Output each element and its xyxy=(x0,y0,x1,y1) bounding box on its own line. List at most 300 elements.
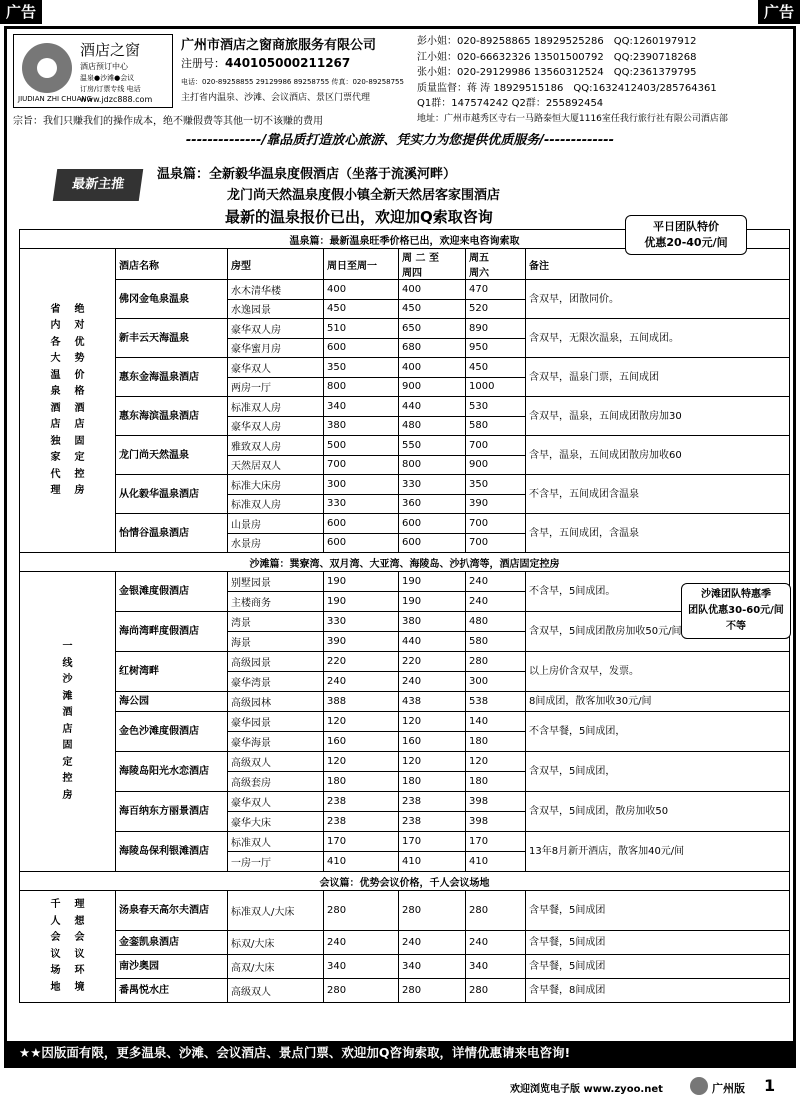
price-fri-sat: 120 xyxy=(466,752,526,772)
hotel-name: 汤泉春天高尔夫酒店 xyxy=(116,891,228,931)
side-label-char: 店 xyxy=(62,723,73,735)
contact-name: 彭小姐： xyxy=(417,36,457,47)
price-sun-thu: 390 xyxy=(324,632,399,652)
contact-name: 张小姐： xyxy=(417,67,457,78)
price-fri-sat: 180 xyxy=(466,732,526,752)
contact-phone: 020-29129986 13560312524 xyxy=(457,67,604,78)
price-fri-sat: 140 xyxy=(466,712,526,732)
room-type: 高级双人 xyxy=(228,752,324,772)
footer-notice: ★★因版面有限，更多温泉、沙滩、会议酒店、景点门票、欢迎加Q咨询索取，详情优惠请来电咨询! xyxy=(7,1041,793,1065)
price-fri-sat: 398 xyxy=(466,812,526,832)
room-type: 豪华双人 xyxy=(228,792,324,812)
table-row xyxy=(20,979,790,1003)
price-fri-sat: 1000 xyxy=(466,377,526,397)
price-sun-thu: 380 xyxy=(324,416,399,436)
motto: 宗旨：我们只赚我们的操作成本，绝不赚假费等其他一切不该赚的费用 xyxy=(13,116,323,127)
price-tue-thu: 180 xyxy=(399,772,466,792)
price-tue-thu: 190 xyxy=(399,572,466,592)
remark: 不含早餐，5间成团， xyxy=(526,712,790,752)
side-label-column xyxy=(51,302,61,500)
side-label xyxy=(20,249,116,553)
price-tue-thu: 360 xyxy=(399,494,466,514)
logo-website: www.jdzc888.com xyxy=(80,95,153,104)
room-type: 水景房 xyxy=(228,533,324,553)
table-row xyxy=(20,475,790,495)
price-sun-thu: 180 xyxy=(324,772,399,792)
hotel-name: 海百纳东方丽景酒店 xyxy=(116,792,228,832)
remark: 含早餐，8间成团 xyxy=(526,979,790,1003)
remark: 含双早，团散同价。 xyxy=(526,280,790,319)
side-label-char: 固 xyxy=(74,435,85,447)
contact-phone: 020-66632326 13501500792 xyxy=(457,51,604,63)
hotel-name: 新丰云天海温泉 xyxy=(116,319,228,358)
side-label-char: 代 xyxy=(50,468,61,480)
side-label-char: 境 xyxy=(74,981,85,993)
logo-brand: 酒店之窗 xyxy=(80,41,141,59)
side-label-column xyxy=(75,897,85,996)
price-fri-sat: 480 xyxy=(466,612,526,632)
slogan: --------------/靠品质打造放心旅游、凭实力为您提供优质服务/------------- xyxy=(185,133,615,148)
side-label-char: 固 xyxy=(62,740,73,751)
price-tue-thu: 280 xyxy=(399,891,466,931)
side-label-char: 千 xyxy=(50,899,61,910)
side-label-char: 酒 xyxy=(50,402,61,414)
room-type: 豪华双人房 xyxy=(228,416,324,436)
company-info xyxy=(181,34,413,108)
price-tue-thu: 160 xyxy=(399,732,466,752)
side-label-char: 独 xyxy=(50,435,61,447)
side-label-columns xyxy=(23,302,112,500)
page-footer xyxy=(0,1074,800,1098)
price-fri-sat: 450 xyxy=(466,358,526,378)
price-sun-thu: 450 xyxy=(324,299,399,319)
price-sun-thu: 300 xyxy=(324,475,399,495)
price-fri-sat: 300 xyxy=(466,672,526,692)
price-fri-sat: 180 xyxy=(466,772,526,792)
col-fri-sat xyxy=(466,249,526,280)
hotel-name: 金银滩度假酒店 xyxy=(116,572,228,612)
price-sun-thu: 340 xyxy=(324,955,399,979)
side-label-char: 温 xyxy=(50,369,61,381)
logo-caption: JIUDIAN ZHI CHUANG xyxy=(18,95,93,103)
room-type: 高级双人 xyxy=(228,979,324,1003)
qq-groups: Q1群：147574242 Q2群：255892454 xyxy=(417,98,604,109)
side-label-char: 房 xyxy=(74,485,85,496)
contact-row xyxy=(417,50,789,66)
price-tue-thu: 238 xyxy=(399,792,466,812)
hotel-name: 南沙奥园 xyxy=(116,955,228,979)
room-type: 高级园景 xyxy=(228,652,324,672)
side-label-char: 议 xyxy=(50,948,61,960)
table-row xyxy=(20,436,790,456)
hotel-name: 海尚湾畔度假酒店 xyxy=(116,612,228,652)
table-row xyxy=(20,692,790,712)
side-label-char: 绝 xyxy=(74,303,85,315)
beach-group-callout xyxy=(681,583,791,639)
side-label-char: 线 xyxy=(62,657,73,669)
price-fri-sat: 538 xyxy=(466,692,526,712)
room-type: 豪华海景 xyxy=(228,732,324,752)
table-row xyxy=(20,280,790,300)
price-sun-thu: 500 xyxy=(324,436,399,456)
table-row xyxy=(20,712,790,732)
hotel-name: 海公园 xyxy=(116,692,228,712)
logo-line2: 温泉●沙滩●会议 xyxy=(80,74,135,82)
table-row xyxy=(20,792,790,812)
side-label-char: 店 xyxy=(74,419,85,430)
callout-line: 沙滩团队特惠季 xyxy=(701,589,771,600)
header-line: 周 二 至 xyxy=(402,253,439,264)
price-tue-thu: 600 xyxy=(399,533,466,553)
price-sun-thu: 330 xyxy=(324,494,399,514)
table-row xyxy=(20,752,790,772)
price-tue-thu: 120 xyxy=(399,752,466,772)
side-label-char: 地 xyxy=(50,981,61,993)
price-sun-thu: 190 xyxy=(324,592,399,612)
table-row xyxy=(20,514,790,534)
col-sun-thu: 周日至周一 xyxy=(324,249,399,280)
price-sun-thu: 388 xyxy=(324,692,399,712)
logo-emblem-icon xyxy=(22,43,72,93)
side-label-char: 势 xyxy=(74,353,85,364)
contact-qq: QQ:2361379795 xyxy=(613,67,697,78)
side-label-char: 控 xyxy=(62,773,73,784)
price-fri-sat: 580 xyxy=(466,416,526,436)
price-fri-sat: 340 xyxy=(466,955,526,979)
hotel-name: 惠东金海温泉酒店 xyxy=(116,358,228,397)
price-sun-thu: 600 xyxy=(324,338,399,358)
contact-phone: 020-89258865 18929525286 xyxy=(457,36,604,47)
room-type: 雅致双人房 xyxy=(228,436,324,456)
room-type: 水逸园景 xyxy=(228,299,324,319)
price-tue-thu: 190 xyxy=(399,592,466,612)
side-label-char: 理 xyxy=(50,485,61,496)
publisher-logo-icon xyxy=(690,1077,708,1095)
hotel-name: 惠东海滨温泉酒店 xyxy=(116,397,228,436)
price-tue-thu: 410 xyxy=(399,852,466,872)
side-label-char: 会 xyxy=(50,932,61,943)
remark: 含双早，5间成团， xyxy=(526,752,790,792)
price-tue-thu: 440 xyxy=(399,397,466,417)
company-tel: 电话：020-89258855 29129986 89258755 传真：020-89258755 xyxy=(181,78,404,86)
room-type: 天然居双人 xyxy=(228,455,324,475)
footer-site: 欢迎浏览电子版 www.zyoo.net xyxy=(510,1084,663,1095)
room-type: 别墅园景 xyxy=(228,572,324,592)
remark: 含双早，温泉，五间成团散房加30 xyxy=(526,397,790,436)
side-label-column xyxy=(63,639,73,804)
side-label-char: 理 xyxy=(74,899,85,910)
table-row xyxy=(20,931,790,955)
table-row xyxy=(20,955,790,979)
logo-line3: 订房/订票专线 电话 xyxy=(80,85,141,93)
callout-line: 优惠20-40元/间 xyxy=(644,236,728,249)
contact-qq: QQ:1260197912 xyxy=(613,36,697,47)
remark: 不含早，五间成团含温泉 xyxy=(526,475,790,514)
promo-line1: 温泉篇：全新毅华温泉度假酒店（坐落于流溪河畔） xyxy=(157,167,457,182)
hotel-name: 番禺悦水庄 xyxy=(116,979,228,1003)
side-label-char: 省 xyxy=(50,303,61,315)
callout-line: 团队优惠30-60元/间 xyxy=(688,605,784,616)
side-label-char: 定 xyxy=(74,452,85,463)
side-label-column xyxy=(51,897,61,996)
price-fri-sat: 240 xyxy=(466,572,526,592)
remark: 含双早，5间成团，散房加收50 xyxy=(526,792,790,832)
price-sun-thu: 600 xyxy=(324,533,399,553)
room-type: 湾景 xyxy=(228,612,324,632)
logo xyxy=(13,34,173,108)
price-tue-thu: 400 xyxy=(399,358,466,378)
room-type: 一房一厅 xyxy=(228,852,324,872)
price-fri-sat: 890 xyxy=(466,319,526,339)
hotel-name: 海陵岛保利银滩酒店 xyxy=(116,832,228,872)
room-type: 主楼商务 xyxy=(228,592,324,612)
price-sun-thu: 170 xyxy=(324,832,399,852)
contact-qq: QQ:2390718268 xyxy=(613,51,697,63)
address: 地址：广州市越秀区寺右一马路泰恒大厦1116室任我行旅行社有限公司酒店部 xyxy=(417,113,728,124)
side-label-char: 内 xyxy=(50,320,61,331)
price-fri-sat: 900 xyxy=(466,455,526,475)
reg-number: 440105000211267 xyxy=(225,56,351,70)
side-label-columns xyxy=(23,639,112,804)
room-type: 豪华湾景 xyxy=(228,672,324,692)
price-fri-sat: 398 xyxy=(466,792,526,812)
hotel-name: 佛冈金龟泉温泉 xyxy=(116,280,228,319)
contact-row xyxy=(417,81,789,97)
side-label-char: 一 xyxy=(62,641,73,652)
hotel-name: 龙门尚天然温泉 xyxy=(116,436,228,475)
room-type: 高级园林 xyxy=(228,692,324,712)
room-type: 豪华蜜月房 xyxy=(228,338,324,358)
ad-tag-right: 广告 xyxy=(758,0,800,24)
col-note: 备注 xyxy=(526,249,790,280)
side-label-columns xyxy=(23,897,112,996)
room-type: 标准双人 xyxy=(228,832,324,852)
section-title: 温泉篇：最新温泉旺季价格已出，欢迎来电咨询索取 xyxy=(20,230,790,249)
side-label-char: 店 xyxy=(50,419,61,430)
section-row xyxy=(20,553,790,572)
price-tue-thu: 240 xyxy=(399,672,466,692)
room-type: 豪华园景 xyxy=(228,712,324,732)
price-tue-thu: 280 xyxy=(399,979,466,1003)
remark: 含早餐，5间成团 xyxy=(526,955,790,979)
col-hotel: 酒店名称 xyxy=(116,249,228,280)
remark: 含早餐，5间成团 xyxy=(526,891,790,931)
room-type: 标准双人房 xyxy=(228,397,324,417)
price-sun-thu: 220 xyxy=(324,652,399,672)
room-type: 山景房 xyxy=(228,514,324,534)
side-label xyxy=(20,572,116,872)
remark: 含早，温泉，五间成团散房加收60 xyxy=(526,436,790,475)
side-label-char: 酒 xyxy=(62,707,73,718)
hotel-name: 金銮凯泉酒店 xyxy=(116,931,228,955)
price-tue-thu: 550 xyxy=(399,436,466,456)
callout-line: 平日团队特价 xyxy=(653,220,719,233)
price-fri-sat: 950 xyxy=(466,338,526,358)
price-tue-thu: 220 xyxy=(399,652,466,672)
logo-line1: 酒店预订中心 xyxy=(80,62,128,71)
side-label-char: 控 xyxy=(74,468,85,480)
price-fri-sat: 700 xyxy=(466,533,526,553)
col-tue-thu xyxy=(399,249,466,280)
table-row xyxy=(20,397,790,417)
price-sun-thu: 410 xyxy=(324,852,399,872)
header-line: 周六 xyxy=(469,268,489,279)
remark: 以上房价含双早，发票。 xyxy=(526,652,790,692)
table-row xyxy=(20,832,790,852)
footer-edition: 广州版 xyxy=(712,1082,745,1095)
price-tue-thu: 900 xyxy=(399,377,466,397)
price-fri-sat: 240 xyxy=(466,592,526,612)
room-type: 标双/大床 xyxy=(228,931,324,955)
room-type: 标准大床房 xyxy=(228,475,324,495)
contact-name: 质量监督： xyxy=(417,82,467,94)
price-sun-thu: 238 xyxy=(324,792,399,812)
section-row xyxy=(20,872,790,891)
price-tue-thu: 120 xyxy=(399,712,466,732)
contact-name: 江小姐： xyxy=(417,51,457,63)
header-line: 周五 xyxy=(469,253,489,264)
price-sun-thu: 280 xyxy=(324,891,399,931)
price-fri-sat: 170 xyxy=(466,832,526,852)
side-label-char: 场 xyxy=(50,965,61,976)
header xyxy=(13,34,789,127)
section-title: 沙滩篇：巽寮湾、双月湾、大亚湾、海陵岛、沙扒湾等，酒店固定控房 xyxy=(20,553,790,572)
price-tue-thu: 650 xyxy=(399,319,466,339)
price-sun-thu: 400 xyxy=(324,280,399,300)
price-tue-thu: 330 xyxy=(399,475,466,495)
table-row xyxy=(20,358,790,378)
contact-phone: 蒋 涛 18929515186 xyxy=(467,82,564,94)
contact-row xyxy=(417,65,789,81)
price-tue-thu: 238 xyxy=(399,812,466,832)
contact-qq: QQ:1632412403/285764361 xyxy=(573,82,717,94)
price-fri-sat: 700 xyxy=(466,436,526,456)
price-tue-thu: 240 xyxy=(399,931,466,955)
company-name: 广州市酒店之窗商旅服务有限公司 xyxy=(181,38,377,53)
side-label-char: 沙 xyxy=(62,674,73,685)
hotel-name: 金色沙滩度假酒店 xyxy=(116,712,228,752)
promo-line3: 最新的温泉报价已出，欢迎加Q索取咨询 xyxy=(225,208,493,226)
price-tue-thu: 438 xyxy=(399,692,466,712)
remark: 含双早，5间成团散房加收50元/间 xyxy=(526,612,790,652)
price-sun-thu: 350 xyxy=(324,358,399,378)
remark: 13年8月新开酒店，散客加40元/间 xyxy=(526,832,790,872)
new-promo-badge: 最新主推 xyxy=(53,169,143,201)
table-row xyxy=(20,572,790,592)
room-type: 两房一厅 xyxy=(228,377,324,397)
price-fri-sat: 700 xyxy=(466,514,526,534)
ad-page xyxy=(4,26,796,1068)
price-tue-thu: 600 xyxy=(399,514,466,534)
side-label-char: 泉 xyxy=(50,386,61,397)
side-label-char: 对 xyxy=(74,320,85,331)
side-label-char: 会 xyxy=(74,932,85,943)
contact-row xyxy=(417,34,789,50)
price-sun-thu: 238 xyxy=(324,812,399,832)
price-sun-thu: 700 xyxy=(324,455,399,475)
remark: 8间成团，散客加收30元/间 xyxy=(526,692,790,712)
room-type: 标准双人房 xyxy=(228,494,324,514)
remark: 含早餐，5间成团 xyxy=(526,931,790,955)
promo-line2: 龙门尚天然温泉度假小镇全新天然居客家围酒店 xyxy=(227,188,501,203)
company-scope: 主打省内温泉、沙滩、会议酒店、景区门票代理 xyxy=(181,93,371,103)
price-sun-thu: 240 xyxy=(324,672,399,692)
side-label xyxy=(20,891,116,1003)
side-label-char: 议 xyxy=(74,948,85,960)
side-label-char: 定 xyxy=(62,756,73,768)
room-type: 水木清华楼 xyxy=(228,280,324,300)
price-fri-sat: 350 xyxy=(466,475,526,495)
side-label-column xyxy=(75,302,85,500)
rate-table xyxy=(19,229,790,1003)
weekday-group-callout xyxy=(625,215,747,255)
price-tue-thu: 400 xyxy=(399,280,466,300)
page-number: 1 xyxy=(764,1076,776,1095)
hotel-name: 从化毅华温泉酒店 xyxy=(116,475,228,514)
price-sun-thu: 600 xyxy=(324,514,399,534)
price-tue-thu: 380 xyxy=(399,612,466,632)
hotel-name: 怡情谷温泉酒店 xyxy=(116,514,228,553)
ad-tag-left: 广告 xyxy=(0,0,42,24)
side-label-char: 大 xyxy=(50,353,61,364)
price-fri-sat: 390 xyxy=(466,494,526,514)
company-reg xyxy=(181,55,413,71)
price-tue-thu: 450 xyxy=(399,299,466,319)
price-fri-sat: 410 xyxy=(466,852,526,872)
room-type: 豪华双人 xyxy=(228,358,324,378)
room-type: 海景 xyxy=(228,632,324,652)
side-label-char: 酒 xyxy=(74,402,85,414)
price-sun-thu: 510 xyxy=(324,319,399,339)
price-tue-thu: 170 xyxy=(399,832,466,852)
side-label-char: 想 xyxy=(74,915,85,927)
price-sun-thu: 190 xyxy=(324,572,399,592)
section-title: 会议篇：优势会议价格，千人会议场地 xyxy=(20,872,790,891)
table-row xyxy=(20,319,790,339)
room-type: 豪华大床 xyxy=(228,812,324,832)
remark: 含早，五间成团，含温泉 xyxy=(526,514,790,553)
price-sun-thu: 330 xyxy=(324,612,399,632)
contacts xyxy=(417,34,789,127)
price-tue-thu: 480 xyxy=(399,416,466,436)
table-row xyxy=(20,891,790,931)
header-line: 周四 xyxy=(402,268,422,279)
promo-block xyxy=(157,163,677,227)
price-fri-sat: 280 xyxy=(466,979,526,1003)
remark: 含双早，温泉门票，五间成团 xyxy=(526,358,790,397)
table-row xyxy=(20,612,790,632)
price-fri-sat: 240 xyxy=(466,931,526,955)
side-label-char: 价 xyxy=(74,369,85,381)
side-label-char: 房 xyxy=(62,789,73,801)
price-sun-thu: 800 xyxy=(324,377,399,397)
price-fri-sat: 280 xyxy=(466,891,526,931)
hotel-name: 海陵岛阳光水恋酒店 xyxy=(116,752,228,792)
side-label-char: 格 xyxy=(74,386,85,397)
remark: 含双早，无限次温泉，五间成团。 xyxy=(526,319,790,358)
price-sun-thu: 160 xyxy=(324,732,399,752)
price-sun-thu: 120 xyxy=(324,712,399,732)
table-row xyxy=(20,652,790,672)
remark: 不含早，5间成团。 xyxy=(526,572,790,612)
price-tue-thu: 340 xyxy=(399,955,466,979)
price-tue-thu: 800 xyxy=(399,455,466,475)
side-label-char: 环 xyxy=(74,965,85,976)
price-fri-sat: 580 xyxy=(466,632,526,652)
callout-line: 不等 xyxy=(726,621,746,632)
side-label-char: 各 xyxy=(50,336,61,348)
price-tue-thu: 680 xyxy=(399,338,466,358)
